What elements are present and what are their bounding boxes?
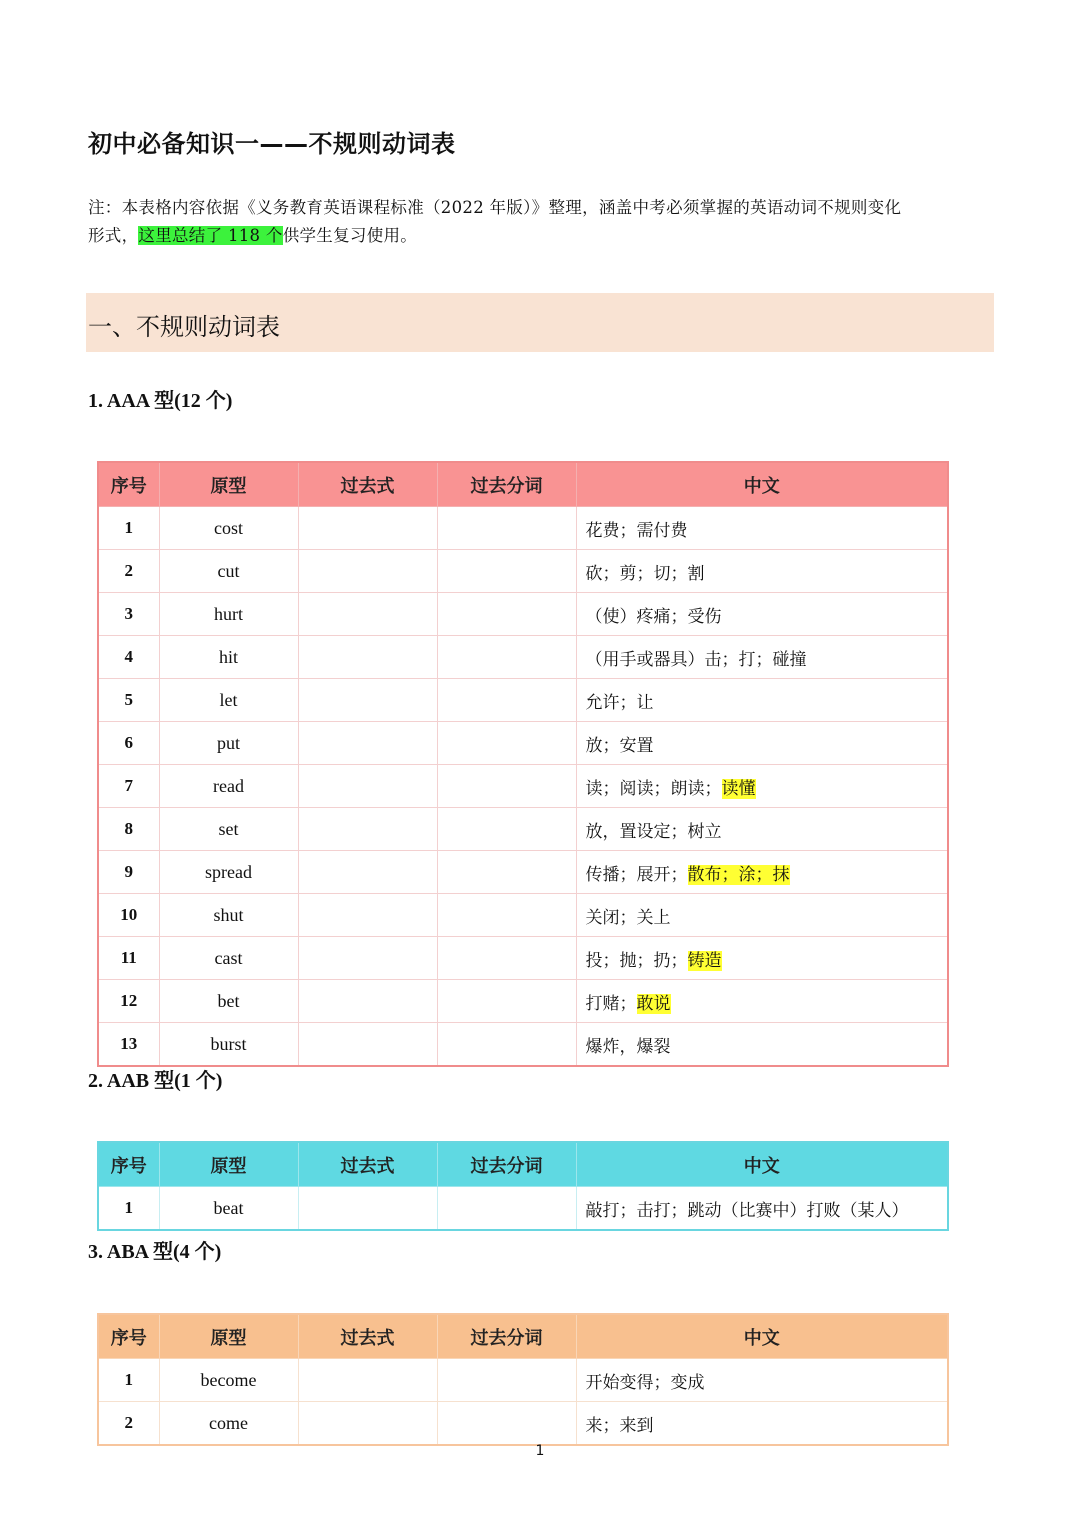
- meaning-highlight: 读懂: [721, 778, 756, 799]
- past-form: [298, 851, 437, 894]
- col-header-index: 序号: [98, 1142, 159, 1187]
- base-form: beat: [159, 1187, 298, 1231]
- table-aaa: [97, 461, 949, 1067]
- past-participle: [437, 550, 576, 593]
- chinese-meaning: [576, 593, 948, 636]
- chinese-meaning: [576, 1402, 948, 1446]
- chinese-meaning: [576, 1023, 948, 1067]
- table-row: [98, 550, 948, 593]
- row-index: 11: [98, 937, 159, 980]
- table-row: [98, 1023, 948, 1067]
- intro-note: [88, 194, 998, 250]
- table-row: [98, 593, 948, 636]
- meaning-text: 关闭；关上: [585, 907, 671, 928]
- meaning-text: 敲打；击打；跳动（比赛中）打败（某人）: [585, 1200, 909, 1221]
- col-header-past-participle: 过去分词: [437, 1142, 576, 1187]
- table-header-row: [98, 1142, 948, 1187]
- chinese-meaning: [576, 851, 948, 894]
- past-form: [298, 1402, 437, 1446]
- chinese-meaning: [576, 1187, 948, 1231]
- past-participle: [437, 980, 576, 1023]
- past-form: [298, 679, 437, 722]
- col-header-index: 序号: [98, 462, 159, 507]
- note-line2-suffix: 供学生复习使用。: [282, 226, 418, 245]
- base-form: come: [159, 1402, 298, 1446]
- past-form: [298, 980, 437, 1023]
- table-body-aba: [98, 1359, 948, 1446]
- chinese-meaning: [576, 808, 948, 851]
- meaning-text: 读；阅读；朗读；: [585, 778, 722, 799]
- past-form: [298, 894, 437, 937]
- table-row: [98, 1359, 948, 1402]
- col-header-base: 原型: [159, 1314, 298, 1359]
- table-aab: [97, 1141, 949, 1231]
- past-participle: [437, 722, 576, 765]
- past-participle: [437, 679, 576, 722]
- row-index: 2: [98, 1402, 159, 1446]
- table-row: [98, 937, 948, 980]
- row-index: 3: [98, 593, 159, 636]
- past-participle: [437, 765, 576, 808]
- meaning-text: （用手或器具）击；打；碰撞: [585, 649, 807, 670]
- note-line2-prefix: 形式，: [88, 226, 139, 245]
- past-form: [298, 808, 437, 851]
- meaning-text: 打赌；: [585, 993, 637, 1014]
- table-row: [98, 722, 948, 765]
- base-form: cost: [159, 507, 298, 550]
- base-form: become: [159, 1359, 298, 1402]
- chinese-meaning: [576, 937, 948, 980]
- note-highlight: 这里总结了 118 个: [138, 226, 283, 245]
- meaning-highlight: 散布；涂；抹: [687, 864, 790, 885]
- past-form: [298, 1187, 437, 1231]
- chinese-meaning: [576, 550, 948, 593]
- col-header-index: 序号: [98, 1314, 159, 1359]
- table-row: [98, 851, 948, 894]
- table-row: [98, 1402, 948, 1446]
- col-header-past-participle: 过去分词: [437, 1314, 576, 1359]
- meaning-highlight: 敢说: [636, 993, 671, 1014]
- past-participle: [437, 937, 576, 980]
- table-body-aaa: [98, 507, 948, 1067]
- base-form: read: [159, 765, 298, 808]
- meaning-text: 来；来到: [585, 1415, 654, 1436]
- base-form: put: [159, 722, 298, 765]
- table-row: [98, 980, 948, 1023]
- base-form: burst: [159, 1023, 298, 1067]
- row-index: 1: [98, 1359, 159, 1402]
- document-title: 初中必备知识一——不规则动词表: [88, 130, 456, 158]
- col-header-past: 过去式: [298, 1314, 437, 1359]
- chinese-meaning: [576, 507, 948, 550]
- past-form: [298, 937, 437, 980]
- past-form: [298, 1359, 437, 1402]
- meaning-text: 传播；展开；: [585, 864, 688, 885]
- past-form: [298, 722, 437, 765]
- col-header-chinese: 中文: [576, 1142, 948, 1187]
- col-header-base: 原型: [159, 462, 298, 507]
- past-form: [298, 593, 437, 636]
- table-aba: [97, 1313, 949, 1446]
- group-heading-aaa: 1. AAA 型(12 个): [88, 390, 233, 412]
- base-form: spread: [159, 851, 298, 894]
- table-row: [98, 507, 948, 550]
- past-form: [298, 765, 437, 808]
- past-form: [298, 507, 437, 550]
- past-form: [298, 1023, 437, 1067]
- base-form: hurt: [159, 593, 298, 636]
- past-participle: [437, 507, 576, 550]
- past-participle: [437, 1023, 576, 1067]
- col-header-past: 过去式: [298, 462, 437, 507]
- chinese-meaning: [576, 765, 948, 808]
- col-header-past-participle: 过去分词: [437, 462, 576, 507]
- table-row: [98, 679, 948, 722]
- past-participle: [437, 636, 576, 679]
- section-title: 一、不规则动词表: [88, 313, 280, 341]
- group-heading-aba: 3. ABA 型(4 个): [88, 1241, 222, 1263]
- past-participle: [437, 1402, 576, 1446]
- meaning-text: 放；安置: [585, 735, 654, 756]
- table-row: [98, 1187, 948, 1231]
- past-participle: [437, 1359, 576, 1402]
- row-index: 1: [98, 507, 159, 550]
- chinese-meaning: [576, 1359, 948, 1402]
- past-participle: [437, 851, 576, 894]
- col-header-chinese: 中文: [576, 462, 948, 507]
- group-heading-aab: 2. AAB 型(1 个): [88, 1070, 223, 1092]
- chinese-meaning: [576, 894, 948, 937]
- row-index: 10: [98, 894, 159, 937]
- base-form: let: [159, 679, 298, 722]
- row-index: 1: [98, 1187, 159, 1231]
- col-header-chinese: 中文: [576, 1314, 948, 1359]
- meaning-text: 放，置设定；树立: [585, 821, 722, 842]
- row-index: 12: [98, 980, 159, 1023]
- table-header-row: [98, 1314, 948, 1359]
- base-form: cut: [159, 550, 298, 593]
- past-form: [298, 550, 437, 593]
- page-number: 1: [535, 1443, 545, 1459]
- meaning-text: 花费；需付费: [585, 520, 688, 541]
- table-header-row: [98, 462, 948, 507]
- table-row: [98, 808, 948, 851]
- meaning-text: 允许；让: [585, 692, 654, 713]
- meaning-highlight: 铸造: [687, 950, 722, 971]
- base-form: shut: [159, 894, 298, 937]
- col-header-base: 原型: [159, 1142, 298, 1187]
- table-row: [98, 894, 948, 937]
- past-participle: [437, 808, 576, 851]
- table-row: [98, 636, 948, 679]
- col-header-past: 过去式: [298, 1142, 437, 1187]
- row-index: 7: [98, 765, 159, 808]
- past-participle: [437, 894, 576, 937]
- meaning-text: 爆炸，爆裂: [585, 1036, 671, 1057]
- past-participle: [437, 1187, 576, 1231]
- row-index: 13: [98, 1023, 159, 1067]
- chinese-meaning: [576, 980, 948, 1023]
- meaning-text: 开始变得；变成: [585, 1372, 705, 1393]
- row-index: 6: [98, 722, 159, 765]
- meaning-text: （使）疼痛；受伤: [585, 606, 722, 627]
- row-index: 9: [98, 851, 159, 894]
- row-index: 5: [98, 679, 159, 722]
- row-index: 4: [98, 636, 159, 679]
- base-form: set: [159, 808, 298, 851]
- meaning-text: 投；抛；扔；: [585, 950, 688, 971]
- note-line1: 注：本表格内容依据《义务教育英语课程标准（2022 年版）》整理，涵盖中考必须掌握的英语动词不规则变化: [88, 198, 902, 217]
- base-form: hit: [159, 636, 298, 679]
- chinese-meaning: [576, 636, 948, 679]
- base-form: bet: [159, 980, 298, 1023]
- chinese-meaning: [576, 722, 948, 765]
- past-participle: [437, 593, 576, 636]
- table-row: [98, 765, 948, 808]
- meaning-text: 砍；剪；切；割: [585, 563, 705, 584]
- table-body-aab: [98, 1187, 948, 1231]
- past-form: [298, 636, 437, 679]
- chinese-meaning: [576, 679, 948, 722]
- base-form: cast: [159, 937, 298, 980]
- row-index: 8: [98, 808, 159, 851]
- row-index: 2: [98, 550, 159, 593]
